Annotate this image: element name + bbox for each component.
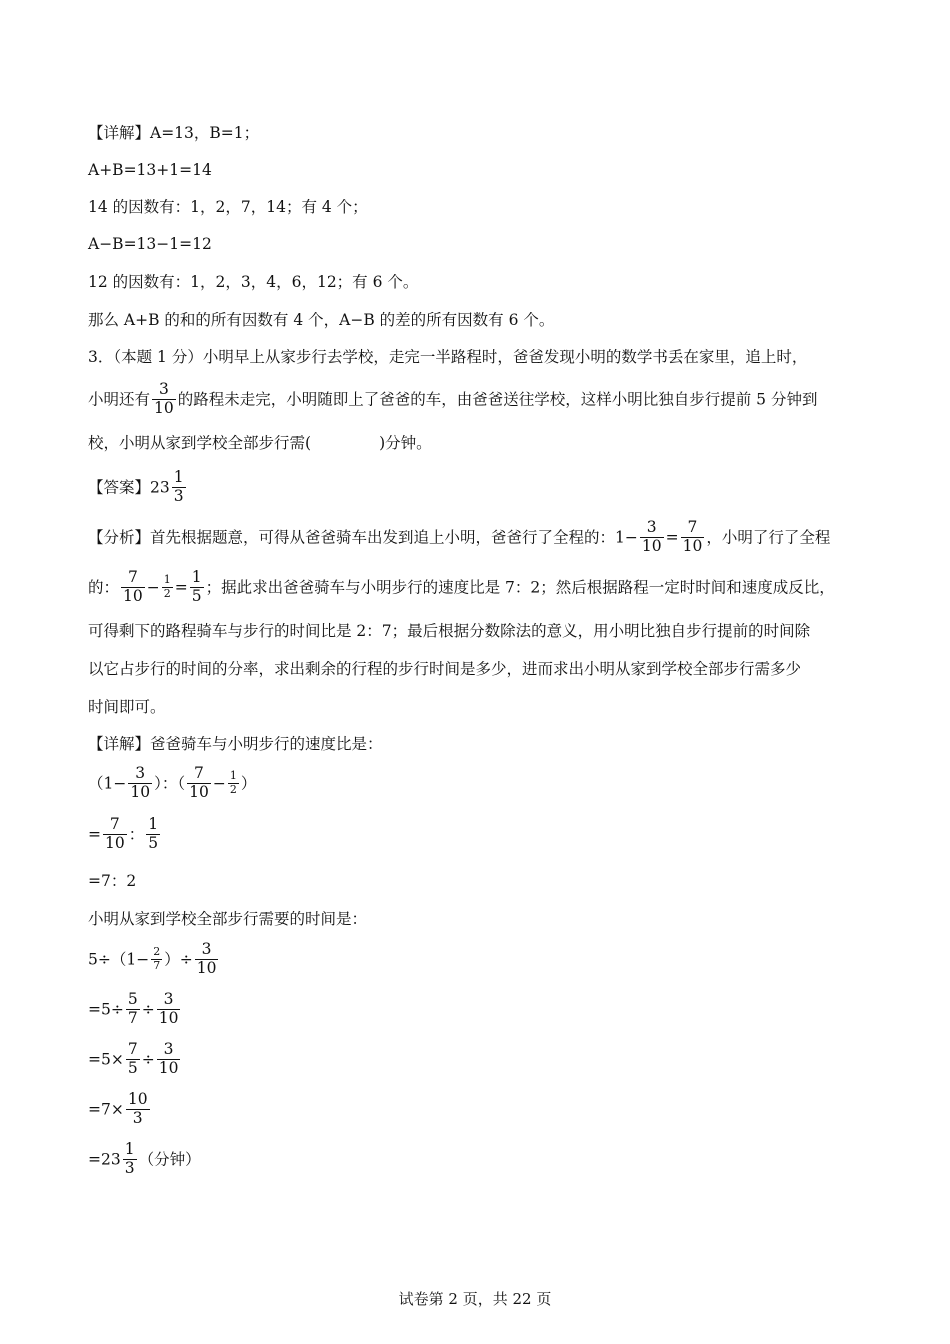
analysis-line: 的： $\frac{7}{10}$ − $\frac{1}{2}$ = $\frac{1}{5}$ ；据此求出爸爸骑车与小明步行的速度比是 7：2；然后根据路程一定时时间和速度成反比，	[88, 568, 835, 605]
equation-line: =5× $\frac{7}{5}$ ÷ $\frac{3}{10}$	[88, 1040, 179, 1077]
question-line: 校，小明从家到学校全部步行需( )分钟。	[88, 434, 432, 452]
equation-line: 5÷（1− $\frac{2}{7}$ ）÷ $\frac{3}{10}$	[88, 940, 217, 977]
fraction: $\frac{7}{10}$	[189, 764, 209, 801]
fraction: $\frac{7}{10}$	[105, 815, 125, 852]
equation-line: = $\frac{7}{10}$ ： $\frac{1}{5}$	[88, 815, 159, 852]
fraction: $\frac{10}{3}$	[127, 1090, 148, 1127]
page-footer: 试卷第 2 页，共 22 页	[398, 1290, 552, 1308]
fraction: $\frac{1}{5}$	[148, 815, 159, 852]
fraction: $\frac{3}{10}$	[130, 764, 151, 801]
detail-line: 那么 A+B 的和的所有因数有 4 个，A−B 的差的所有因数有 6 个。	[88, 311, 555, 329]
fraction: $\frac{3}{10}$	[158, 990, 179, 1027]
fraction: $\frac{1}{5}$	[191, 568, 202, 605]
equation-line: =7：2	[88, 872, 137, 890]
fraction: $\frac{5}{7}$	[127, 990, 138, 1027]
analysis-line: 时间即可。	[88, 698, 166, 716]
fraction: $\frac{1}{3}$	[173, 468, 184, 505]
analysis-line: 可得剩下的路程骑车与步行的时间比是 2：7；最后根据分数除法的意义，用小明比独自步行提前的时间除	[88, 622, 811, 640]
fraction: $\frac{7}{10}$	[682, 518, 703, 555]
fraction: $\frac{7}{10}$	[123, 568, 143, 605]
answer-line: 【答案】23 $\frac{1}{3}$	[88, 468, 184, 505]
detail-line: A−B=13−1=12	[88, 235, 212, 253]
detail-line: 14 的因数有：1，2，7，14；有 4 个；	[88, 198, 368, 216]
fraction: $\frac{1}{3}$	[124, 1140, 135, 1177]
fraction: $\frac{1}{2}$	[163, 573, 171, 600]
fraction: $\frac{1}{2}$	[229, 769, 237, 796]
equation-line: =23 $\frac{1}{3}$ （分钟）	[88, 1140, 201, 1177]
detail-line: 【详解】爸爸骑车与小明步行的速度比是：	[88, 735, 383, 753]
fraction: $\frac{7}{5}$	[127, 1040, 138, 1077]
analysis-line: 以它占步行的时间的分率，求出剩余的行程的步行时间是多少，进而求出小明从家到学校全部步行需多少	[88, 660, 802, 678]
question-line: 3．（本题 1 分）小明早上从家步行去学校，走完一半路程时，爸爸发现小明的数学书丢在家里，追上时，	[88, 348, 808, 366]
fraction: $\frac{3}{10}$	[158, 1040, 179, 1077]
fraction: $\frac{3}{10}$	[196, 940, 217, 977]
equation-line: =7× $\frac{10}{3}$	[88, 1090, 148, 1127]
detail-line: 【详解】A=13，B=1；	[88, 124, 260, 142]
analysis-line: 【分析】首先根据题意，可得从爸爸骑车出发到追上小明，爸爸行了全程的：1− $\frac{3}{10}$ = $\frac{7}{10}$ ，小明了行了全程	[88, 518, 831, 555]
detail-line: 12 的因数有：1，2，3，4，6，12；有 6 个。	[88, 273, 419, 291]
fraction: $\frac{2}{7}$	[153, 945, 161, 972]
detail-line: A+B=13+1=14	[88, 161, 212, 179]
equation-line: （1− $\frac{3}{10}$ ）：（ $\frac{7}{10}$ − $\frac{1}{2}$ ）	[88, 764, 257, 801]
question-line: 小明还有 $\frac{3}{10}$ 的路程未走完，小明随即上了爸爸的车，由爸爸送往学校，这样小明比独自步行提前 5 分钟到	[88, 380, 818, 417]
fraction: $\frac{3}{10}$	[154, 380, 174, 417]
equation-line: =5÷ $\frac{5}{7}$ ÷ $\frac{3}{10}$	[88, 990, 179, 1027]
detail-line: 小明从家到学校全部步行需要的时间是：	[88, 910, 368, 928]
fraction: $\frac{3}{10}$	[641, 518, 662, 555]
